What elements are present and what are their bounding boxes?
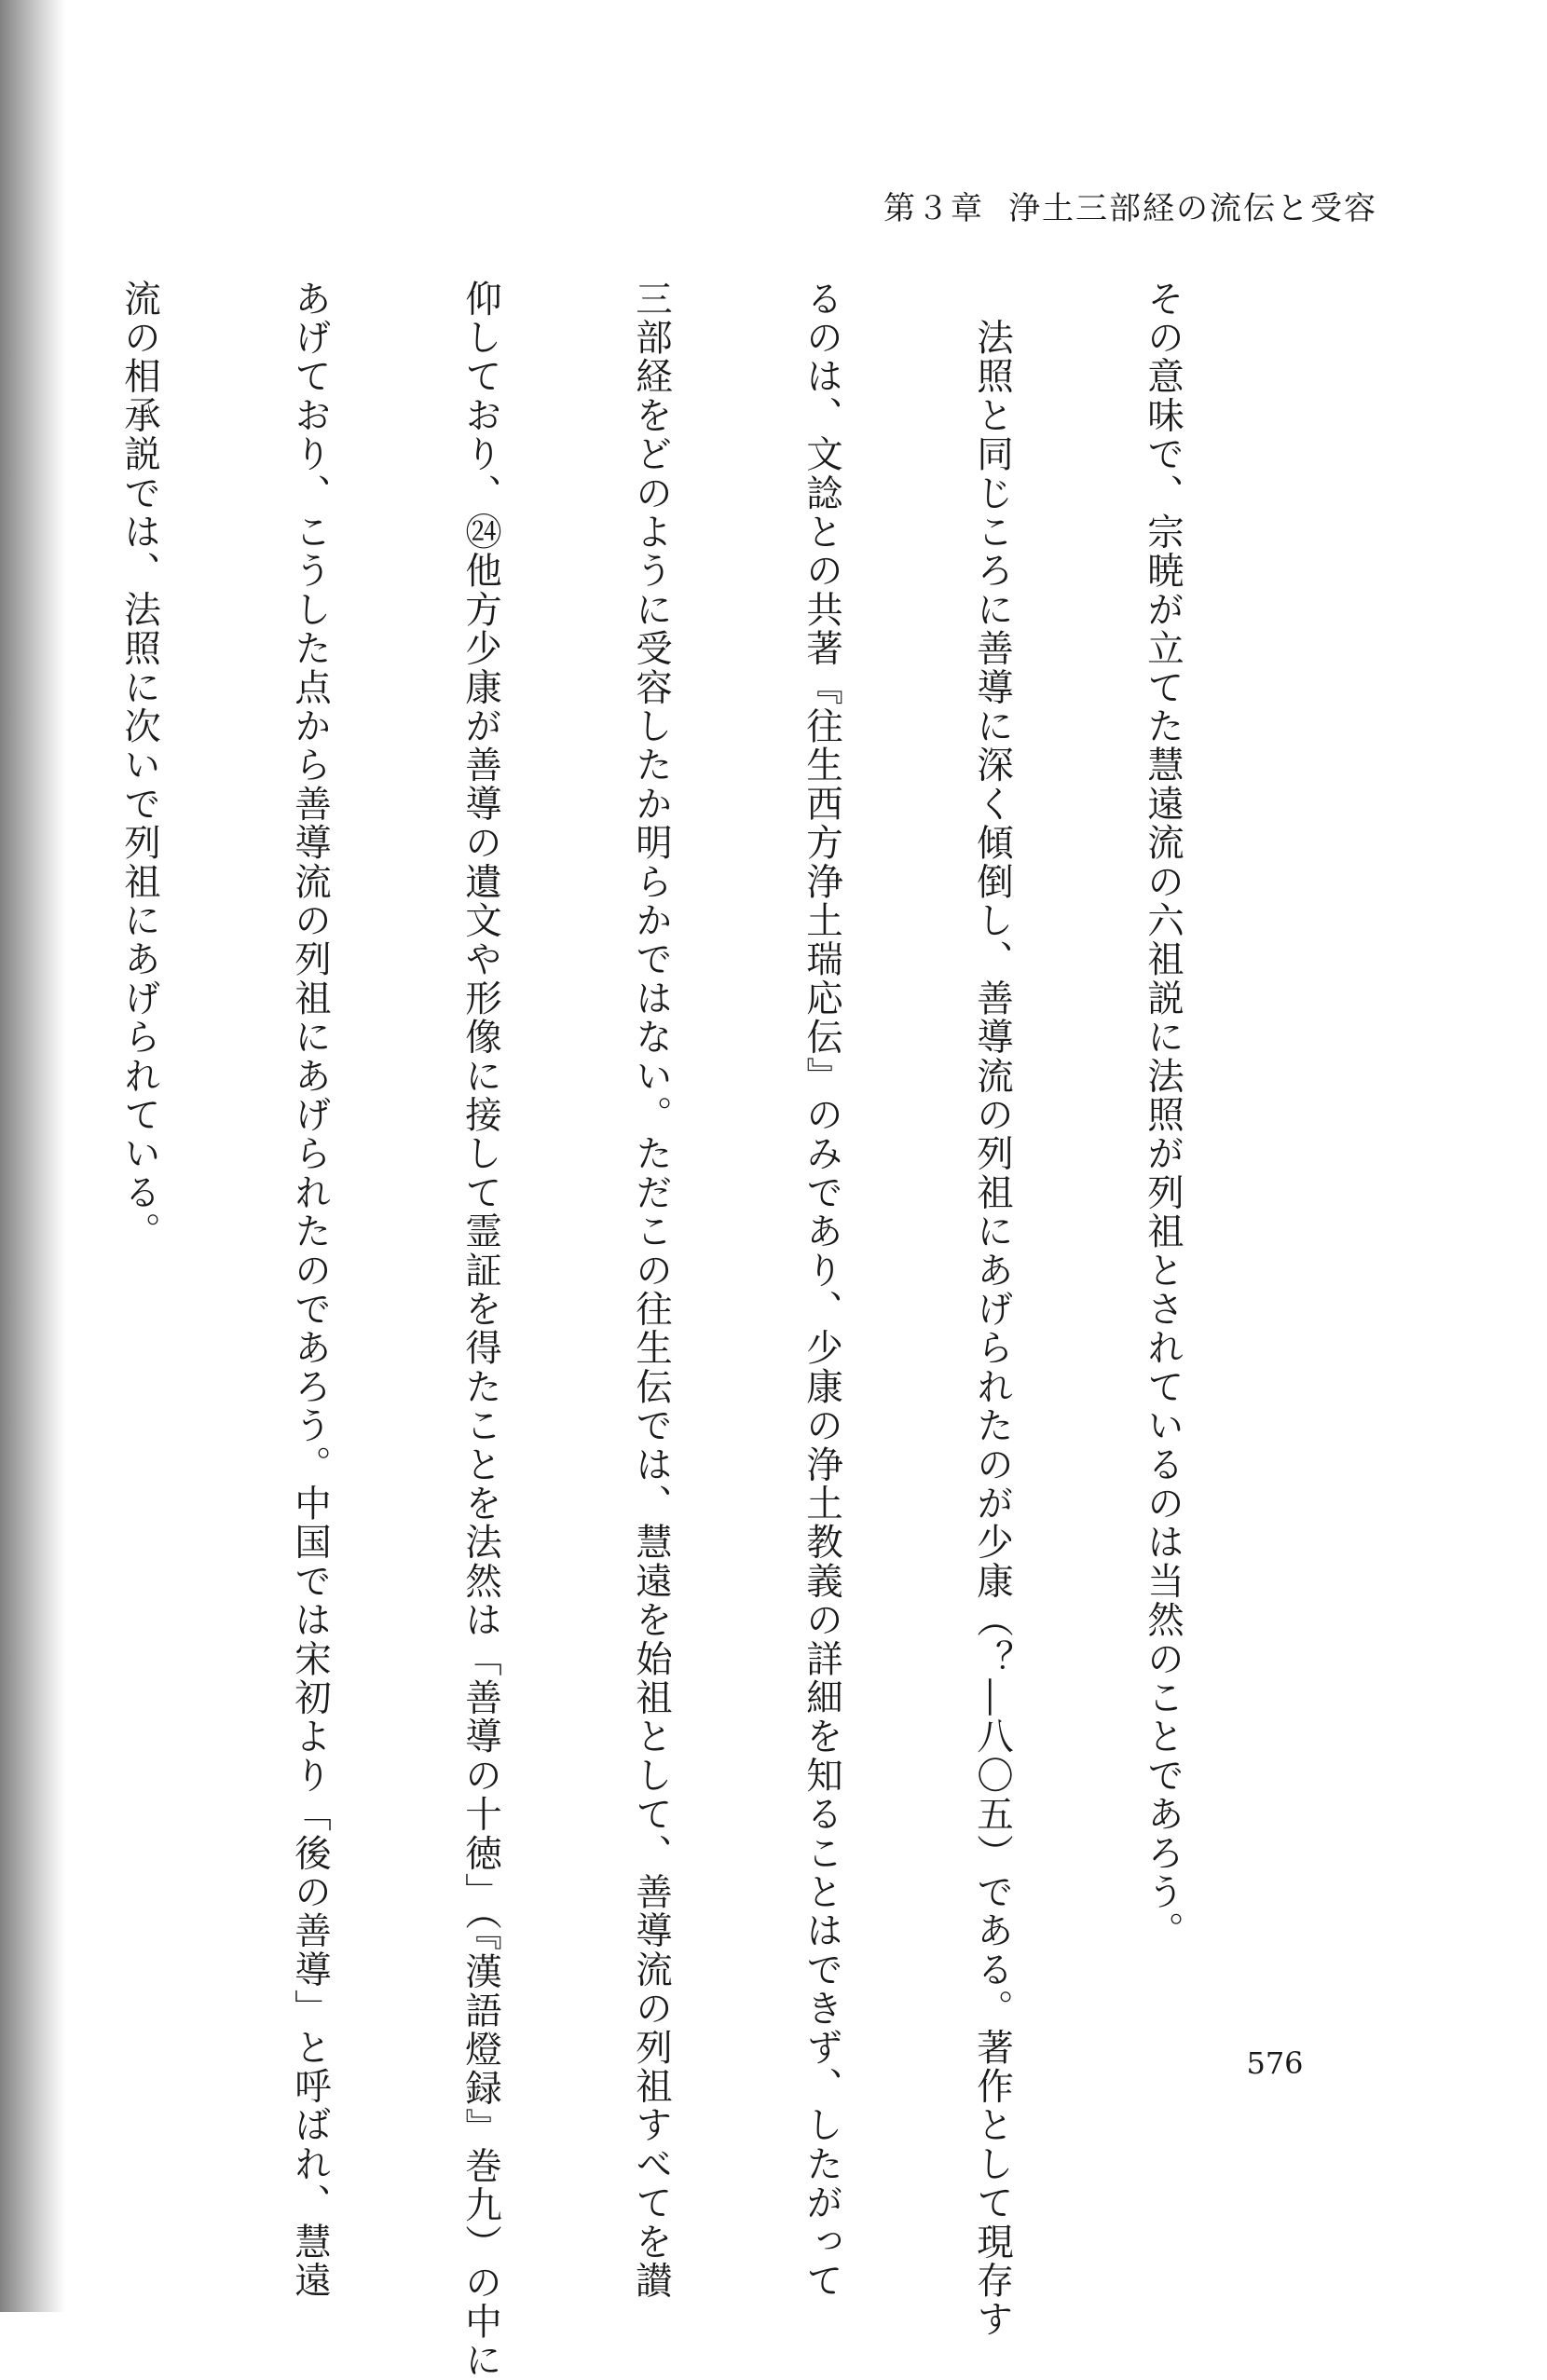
page-number: 576 [1246, 2045, 1304, 2081]
text-line: 法照と同じころに善導に深く傾倒し、善導流の列祖にあげられたのが少康（？―八〇五）である。著作として現存す [971, 280, 1014, 2340]
chapter-number: 第３章 [883, 189, 984, 227]
text-line: あげており、こうした点から善導流の列祖にあげられたのであろう。中国では宋初より「後の善導」と呼ばれ、慧遠 [289, 280, 332, 2301]
text-line: 流の相承説では、法照に次いで列祖にあげられている。 [118, 280, 161, 1252]
running-head [856, 177, 1377, 233]
text-line: るのは、文諗との共著『往生西方浄土瑞応伝』のみであり、少康の浄土教義の詳細を知ることはできず、したがって [801, 280, 843, 2301]
text-line: 三部経をどのように受容したか明らかではない。ただこの往生伝では、慧遠を始祖として、善導流の列祖すべてを讃 [630, 280, 673, 2301]
chapter-title: 浄土三部経の流伝と受容 [1008, 189, 1377, 227]
text-line: その意味で、宗暁が立てた慧遠流の六祖説に法照が列祖とされているのは当然のことであろう。 [1142, 280, 1184, 1951]
text-line: 仰しており、㉔他方少康が善導の遺文や形像に接して霊証を得たことを法然は「善導の十徳」（『漢語燈録』巻九）の中に [459, 280, 502, 2380]
